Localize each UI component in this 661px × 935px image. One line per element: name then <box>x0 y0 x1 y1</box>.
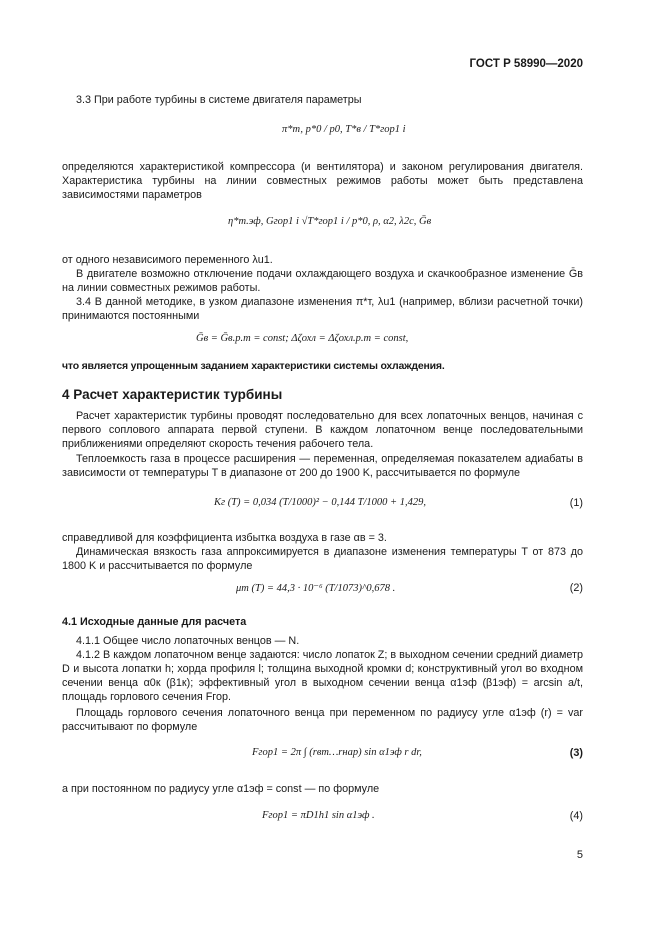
paragraph-4-1-2: 4.1.2 В каждом лопаточном венце задаются: число лопаток Z; в выходном сечении средний диаметр D и высота лопатки h; хорда профиля l; толщина выходной кромки d; конструктивный угол во входном сечении венца α0к (β1к); эффективный угол в выходном сечении венца α1эф (β1эф) = arcsin a/t, площадь горлового сечения Fгор. <box>62 649 583 703</box>
paragraph-viscosity: Динамическая вязкость газа аппроксимируется в диапазоне изменения температуры T от 873 до 1800 K и рассчитывается по формуле <box>62 546 583 572</box>
paragraph-3-4: 3.4 В данной методике, в узком диапазоне изменения π*т, λu1 (например, вблизи расчетной точки) принимаются постоянными <box>62 296 583 322</box>
paragraph-3-3: 3.3 При работе турбины в системе двигателя параметры <box>76 94 362 106</box>
paragraph-heat-capacity: Теплоемкость газа в процессе расширения — переменная, определяемая показателем адиабаты в зависимости от температуры T в диапазоне от 200 до 1900 K, рассчитывается по формуле <box>62 453 583 479</box>
paragraph-constant-angle: а при постоянном по радиусу угле α1эф = const — по формуле <box>62 783 380 795</box>
standard-header: ГОСТ Р 58990—2020 <box>469 58 583 70</box>
paragraph-4-1-1: 4.1.1 Общее число лопаточных венцов — N. <box>76 635 300 647</box>
cooling-system-note: что является упрощенным заданием характеристики системы охлаждения. <box>62 360 445 372</box>
equation-2-number: (2) <box>569 582 583 594</box>
paragraph-throat-area: Площадь горлового сечения лопаточного венца при переменном по радиусу угле α1эф (r) = var рассчитывают по формуле <box>62 707 583 733</box>
paragraph-4-intro: Расчет характеристик турбины проводят последовательно для всех лопаточных венцов, начиная с первого соплового аппарата первой ступени. В каждом лопаточном венце последовательными приближениями определяют скорость течения рабочего тела. <box>62 410 583 450</box>
equation-2: μт (T) = 44,3 · 10⁻⁶ (T/1073)^0,678 . <box>236 583 396 594</box>
paragraph-engine: В двигателе возможно отключение подачи охлаждающего воздуха и скачкообразное изменение Ḡв на линии совместных режимов работы. <box>62 268 583 294</box>
formula-parameters: π*т, p*0 / p0, T*в / T*гор1 i <box>282 124 406 135</box>
equation-4: Fгор1 = πD1h1 sin α1эф . <box>262 810 375 821</box>
paragraph-independent-variable: от одного независимого переменного λu1. <box>62 254 273 266</box>
section-4-1-heading: 4.1 Исходные данные для расчета <box>62 616 247 628</box>
equation-3: Fгор1 = 2π ∫ (rвт…rнар) sin α1эф r dr, <box>252 747 422 758</box>
equation-3-number: (3) <box>569 747 583 759</box>
section-4-heading: 4 Расчет характеристик турбины <box>62 387 283 402</box>
paragraph-validity: справедливой для коэффициента избытка воздуха в газе αв = 3. <box>62 532 387 544</box>
paragraph-determined: определяются характеристикой компрессора (и вентилятора) и законом регулирования двигателя. Характеристика турбины на линии совместных режимов работы может быть представлена зависимостями параметров <box>62 161 583 201</box>
page-number: 5 <box>576 849 583 861</box>
formula-dependencies: η*т.эф, Gгор1 i √T*гор1 i / p*0, ρ, α2, λ2c, Ḡв <box>228 216 432 227</box>
formula-constants: Ḡв = Ḡв.р.т = const; Δζохл = Δζохл.р.т = const, <box>196 333 409 344</box>
equation-4-number: (4) <box>569 810 583 822</box>
equation-1: Kг (T) = 0,034 (T/1000)² − 0,144 T/1000 + 1,429, <box>214 497 426 508</box>
equation-1-number: (1) <box>569 497 583 509</box>
